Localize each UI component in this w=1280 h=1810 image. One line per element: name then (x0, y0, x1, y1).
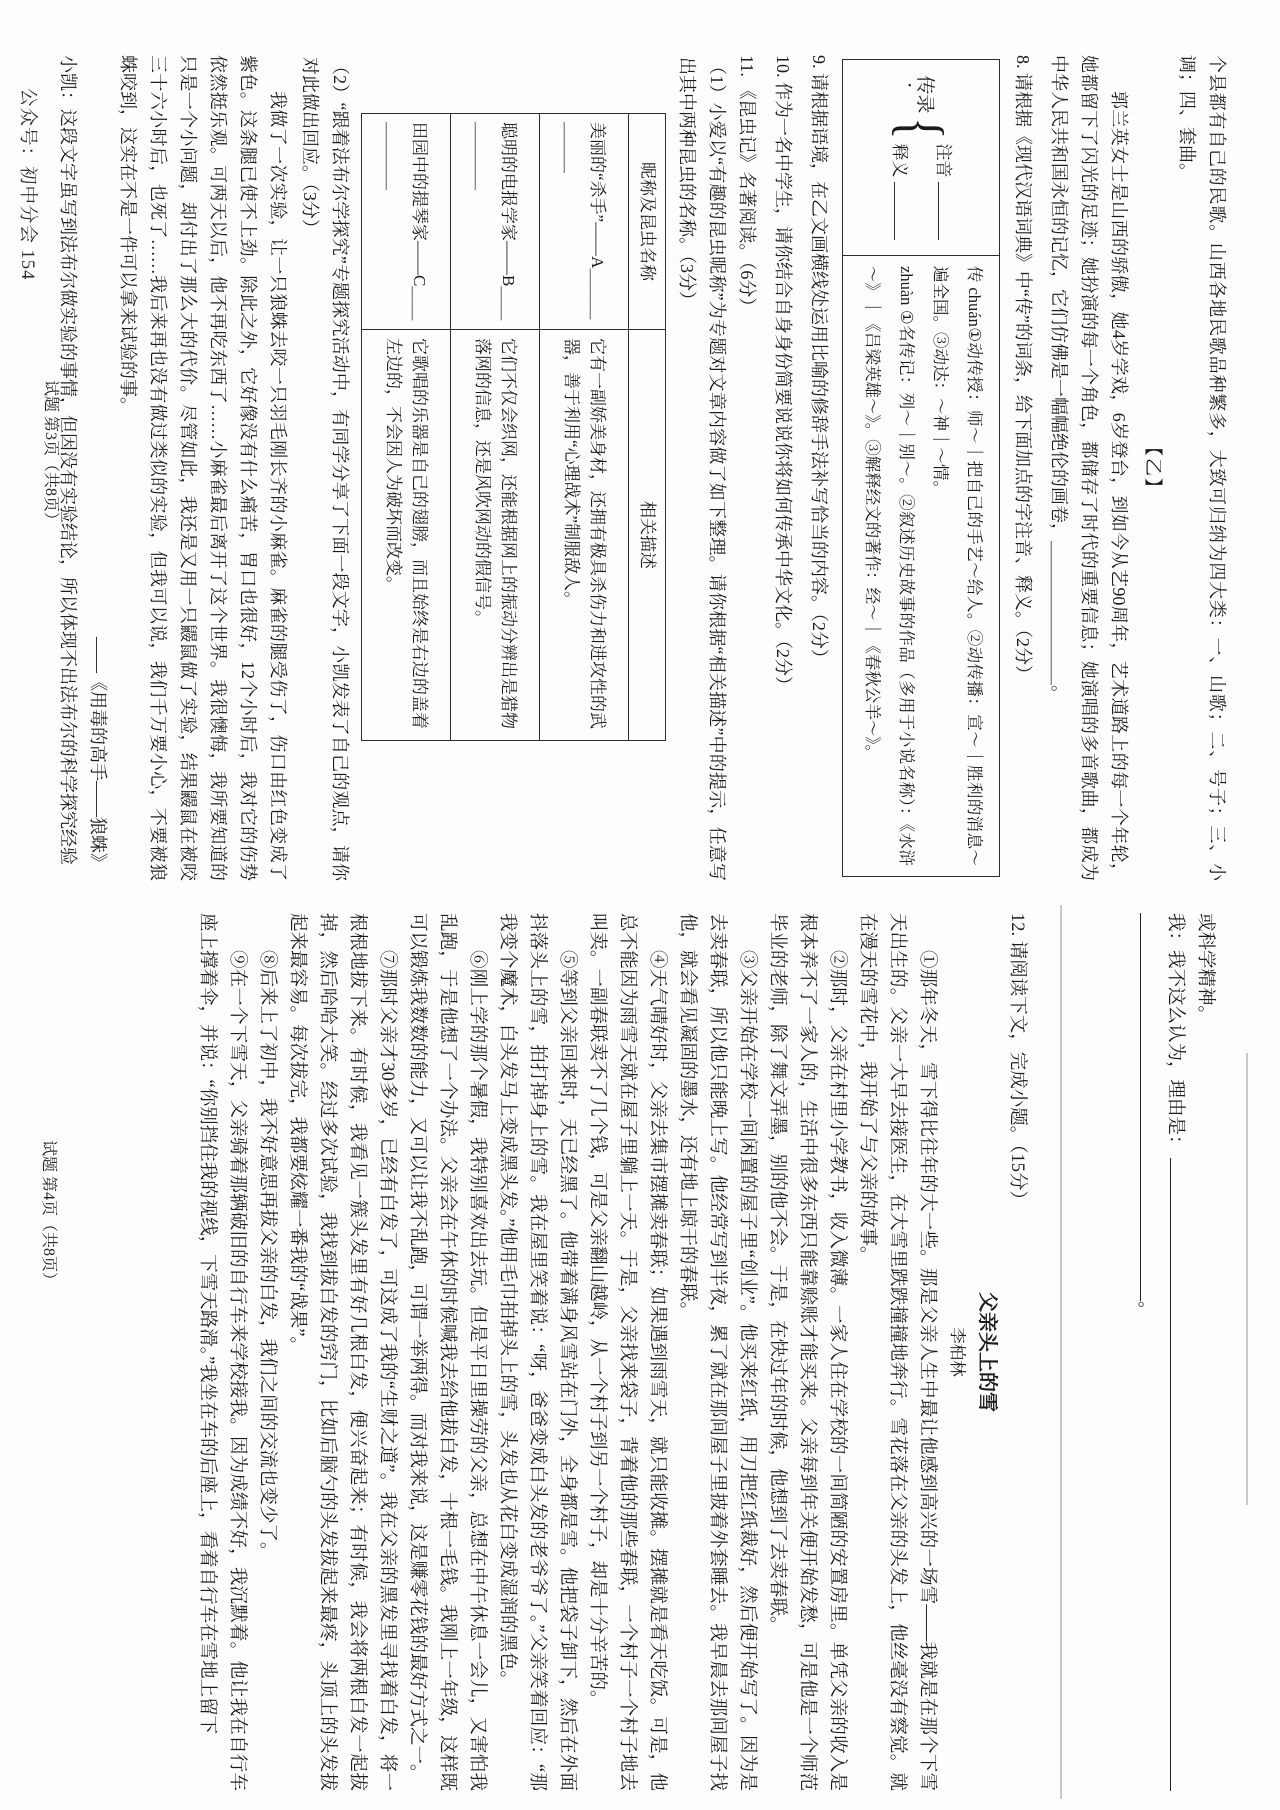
col-header-description: 相关描述 (629, 330, 666, 741)
student-response-line (1160, 913, 1190, 1791)
answer-blank (894, 182, 912, 240)
insect-name-a: 美丽的“杀手”——A＿＿＿＿＿＿ (540, 114, 629, 330)
dictionary-box (842, 59, 1000, 877)
zhuyin-row: 注音 (928, 143, 958, 239)
insect-desc-c: 它歌唱的乐器是自己的翅膀，而且始终是右边的盖着左边的，不会因人为破坏而改变。 (362, 330, 451, 741)
answer-blank (1140, 913, 1160, 1301)
col-header-nickname: 昵称及昆虫名称 (629, 114, 666, 330)
essay-paragraph-1: ①那年冬天，雪下得比往年的大一些。那是父亲人生中最让他感到高兴的一场雪——我就是在那个下雪天出生的。父亲一大早去接医生，在大雪里跌跌撞撞地奔行。雪花落在父亲的头发上，他丝毫没有察觉。就在漫天的雪花中，我开始了与父亲的故事。 (857, 913, 937, 1791)
essay-paragraph-5: ⑤等到父亲回来时，天已经黑了。他带着满身风雪站在门外，全身都是雪。他把袋子卸下，然后在外面抖落头上的雪，拍打掉身上的雪。我在屋里笑着说：“呀，爸爸变成白头发的老爷爷了。”父亲笑着回应：“那我变个魔术，白头发马上变成黑头发。”他用毛巾拍掉头上的雪，头发也从花白变成湿润的黑色。 (497, 913, 577, 1791)
essay-paragraph-7: ⑦那时父亲才30多岁，已经有白发了，可这成了我的“生财之道”。我在父亲的黑发里寻找着白发，将一根根地拔下来。有时候，我看见一簇头发里有好几根白发，便兴奋起来；有时候，我会将两根白发一起拔掉，然后哈哈大笑。经过多次试验，我找到拔白发的窍门，比如后脑勺的头发拔起来最疼，头顶上的头发拔起来最容易。每次拔完，我都要炫耀一番我的“战果”。 (287, 913, 397, 1791)
dictionary-entry-cell (843, 256, 999, 876)
exam-page-4 (0, 905, 1280, 1810)
scan-crease-line (1060, 905, 1062, 1799)
section-label-yi: 【乙】 (1143, 438, 1163, 498)
insect-desc-a: 它有一副娇美身材，还拥有极具杀伤力和进攻性的武器，善于利用“心理战术”制服敌人。 (540, 330, 629, 741)
question-12: 12. 请阅读下文，完成小题。（15分） (1007, 913, 1027, 1210)
essay-paragraph-2: ②那时，父亲在村里小学教书，收入微薄。一家人住在学校的一间简陋的安置房里。单凭父亲的收入是根本养不了一家人的，生活中很多东西只能靠赊账才能买来。父亲每到年关便开始发愁，可是他是一个师范毕业的老师，除了舞文弄墨，别的他不会。于是，在快过年的时候，他想到了去卖春联。 (767, 913, 847, 1791)
folk-song-continuation: 个县都有自己的民歌。山西各地民歌品种繁多，大致可归纳为四大类：一、山歌；二、号子；三、小调；四、套曲。 (1177, 55, 1227, 881)
question-11-1: （1）小爱以“有趣的昆虫昵称”为专题对文章内容做了如下整理。请你根据“相关描述”中的提示，任意写出其中两种昆虫的名称。（3分） (677, 57, 727, 881)
question-11: 11. 《昆虫记》名著阅读。（6分） (737, 55, 757, 316)
guo-lanying-paragraph: 郭兰英女士是山西的骄傲，她4岁学戏，6岁登台，到如今从艺90周年，艺术道路上的每一个年轮，她都留下了闪光的足迹；她扮演的每一个角色，都储存了时代的重要信息；她演唱的多首歌曲，都成为中华人民共和国永恒的记忆，它们仿佛是一幅幅绝伦的画卷，＿＿＿＿＿＿＿＿。 (1049, 55, 1129, 881)
response-prefix: 我：我不这么认为，理由是： (1165, 913, 1185, 1154)
scan-crease-line (1246, 1053, 1248, 1505)
table-header-row (629, 114, 666, 741)
question-9: 9. 请根据语境，在乙文画横线处运用比喻的修辞手法补写恰当的内容。（2分） (809, 55, 829, 667)
answer-blank (938, 182, 956, 240)
dict-entry-chuan: 传 chuán①动传授：师～｜把自己的手艺～给人。②动传播：宣～｜胜利的消息～遍全国。③动达：～神｜～情。 (931, 266, 984, 866)
question-10: 10. 作为一名中学生，请你结合自身身份简要说说你将如何传承中华文化。（2分） (773, 55, 793, 694)
essay-paragraph-8: ⑧后来上了初中，我不好意思再拔父亲的白发，我们之间的交流也变少了。 (257, 950, 277, 1561)
xiaokai-comment: 小凯：这段文字虽写到法布尔做实验的事情，但因没有实验结论，所以体现不出法布尔的科学探究经验 (58, 55, 78, 865)
essay-title: 父亲头上的雪 (976, 1292, 998, 1412)
dict-entry-zhuan: zhuàn ①名传记：列～｜别～。②叙述历史故事的作品（多用于小说名称）：《水浒～》｜《吕梁英雄～》。③解释经文的著作：经～｜《春秋公羊～》。 (863, 266, 916, 866)
brace-icon: { (887, 117, 957, 140)
table-row (362, 114, 451, 741)
blank-answer-space (1032, 913, 1130, 1791)
fabre-experiment-passage: 我做了一次实验，让一只狼蛛去咬一只羽毛刚长齐的小麻雀。麻雀的腿受伤了，伤口由红色变成了紫色。这条腿已使不上劲。除此之外，它好像没有什么痛苦，胃口也很好，12个小时后，我对它的伤势依然挺乐观。可两天以后，他不再吃东西了……小麻雀最后离开了这个世界。我很懊悔，我所要知道的只是一个小问题，却付出了那么大的代价。尽管如此，我还是又用一只鼹鼠做了实验，结果鼹鼠在被咬三十六小时后，也死了……我后来再也没有做过类似的实验，但我可以说，我们千万要小心，不要被狼蛛咬到，这实在不是一件可以拿来试验的事。 (118, 55, 288, 881)
essay-paragraph-6: ⑥刚上学的那个暑假，我特别喜欢出去玩。但是平日里操劳的父亲，总想在中午休息一会儿，又害怕我乱跑，于是他想了一个办法。父亲会在午休的时候喊我去给他拔白发，十根一毛钱。我刚上一年级，这样既可以锻炼我数数的能力，又可以让我不乱跑，可谓一举两得。而对我来说，这是赚零花钱的最好方式之一。 (407, 913, 487, 1791)
question-11-2: （2）“跟着法布尔学探究”专题探究活动中，有同学分享了下面一段文字，小凯发表了自己的观点，请你对此做出回应。（3分） (300, 57, 350, 881)
insect-nickname-table (361, 113, 666, 741)
question-8: 8. 请根据《现代汉语词典》中“传”的词条，给下面加点的字注音、释义。（2分） (1013, 55, 1033, 683)
page-4-footer: 试题 第4页（共8页） (40, 1140, 57, 1289)
shiyi-row: 释义 (884, 143, 914, 239)
insect-desc-b: 它们不仅会织网，还能根据网上的振动分辨出是猎物落网的信息，还是风吹网动的假信号。 (451, 330, 540, 741)
passage-attribution: ——《用毒的高手——狼蛛》 (88, 637, 108, 871)
answer-blank (1170, 1158, 1190, 1791)
insect-name-c: 田园中的提琴家——C＿＿＿＿＿＿ (362, 114, 451, 330)
dictionary-word-cell (843, 60, 999, 256)
essay-paragraph-9: ⑨在一个下雪天，父亲骑着那辆破旧的自行车来学校接我。因为成绩不好，我沉默着。他让我在自行车座上撑着伞，并说：“你别挡住我的视线，下雪天路滑。”我坐在车的后座上，看着自行车在雪地上留下 (197, 913, 247, 1791)
page-3-footer: 试题 第3页（共8页） (42, 380, 59, 529)
answer-blank-line (1130, 913, 1160, 1791)
table-row (451, 114, 540, 741)
essay-author: 李柏林 (948, 1327, 967, 1377)
table-row (540, 114, 629, 741)
xiaokai-comment-continuation: 或科学精神。 (1195, 913, 1215, 1025)
insect-name-b: 聪明的电报学家——B＿＿＿＿＿＿ (451, 114, 540, 330)
watermark-wechat-account: 公众号：初中分会 154 (17, 88, 37, 281)
dotted-word: 传录 (914, 75, 935, 114)
essay-paragraph-3: ③父亲开始在学校一间闲置的屋子里“创业”。他买来红纸，用刀把红纸裁好，然后便开始写了。因为是去卖春联，所以他只能晚上写。他经常写到半夜，累了就在那间屋子里披着外套睡去。我早晨去那间屋子找他，就会看见凝固的墨水，还有地上晾干的春联。 (677, 913, 757, 1791)
blank-end-punctuation: 。 (1135, 1301, 1155, 1320)
essay-paragraph-4: ④天气晴好时，父亲去集市摆摊卖春联；如果遇到雨雪天，就只能收摊。摆摊就是看天吃饭。可是，他总不能因为雨雪天就在屋子里躺上一天。于是，父亲找来袋子，背着他的那些春联，一个村子一个村子地去叫卖。一副春联卖不了几个钱，可是父亲翻山越岭，从一个村子到另一个村子，却是十分辛苦的。 (587, 913, 667, 1791)
